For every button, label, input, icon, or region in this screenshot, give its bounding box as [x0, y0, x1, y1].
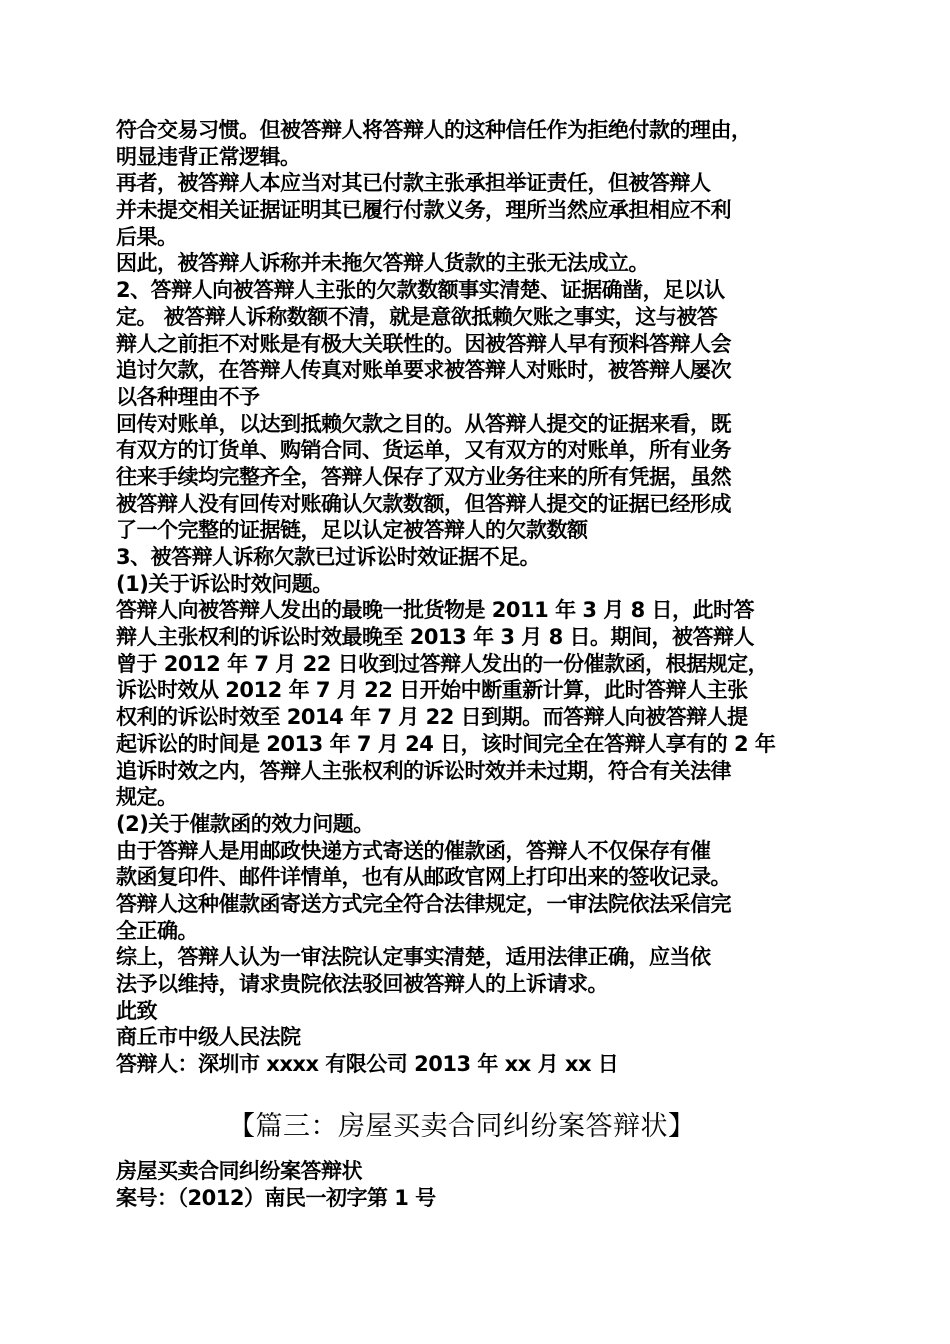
text-line: 辩人主张权利的诉讼时效最晚至 2013 年 3 月 8 日。期间，被答辩人	[116, 625, 755, 650]
text-line: 法予以维持，请求贵院依法驳回被答辩人的上诉请求。	[116, 972, 608, 996]
text-line: 答辩人这种催款函寄送方式完全符合法律规定，一审法院依法采信完	[116, 891, 731, 916]
text-line: 由于答辩人是用邮政快递方式寄送的催款函，答辩人不仅保存有催	[116, 838, 711, 863]
text-line: 定。 被答辩人诉称数额不清，就是意欲抵赖欠账之事实，这与被答	[116, 304, 718, 329]
text-line: 以各种理由不予	[116, 384, 260, 409]
text-line: 诉讼时效从 2012 年 7 月 22 日开始中断重新计算，此时答辩人主张	[116, 678, 748, 703]
text-line: 款函复印件、邮件详情单，也有从邮政官网上打印出来的签收记录。	[116, 865, 731, 890]
text-line: 全正确。	[116, 918, 198, 943]
text-line: 并未提交相关证据证明其已履行付款义务，理所当然应承担相应不利	[116, 198, 731, 223]
text-line: 3、被答辩人诉称欠款已过诉讼时效证据不足。	[116, 545, 541, 569]
text-line: 被答辩人没有回传对账确认欠款数额，但答辩人提交的证据已经形成	[116, 491, 731, 516]
text-line: 商丘市中级人民法院	[116, 1025, 301, 1050]
text-line: 答辩人：深圳市 xxxx 有限公司 2013 年 xx 月 xx 日	[116, 1052, 619, 1077]
text-line: 案号：（2012）南民一初字第 1 号	[116, 1185, 436, 1210]
text-line: 综上，答辩人认为一审法院认定事实清楚，适用法律正确，应当依	[116, 945, 711, 970]
text-line: 追讨欠款，在答辩人传真对账单要求被答辩人对账时，被答辩人屡次	[116, 358, 731, 383]
body-text	[116, 117, 838, 1078]
text-line: 了一个完整的证据链，足以认定被答辩人的欠款数额	[116, 518, 588, 543]
text-line: 明显违背正常逻辑。	[116, 144, 301, 169]
text-line: 追诉时效之内，答辩人主张权利的诉讼时效并未过期，符合有关法律	[116, 758, 731, 783]
section-title: 【篇三：房屋买卖合同纠纷案答辩状】	[228, 1111, 696, 1142]
text-line: 规定。	[116, 785, 178, 810]
text-line: 此致	[116, 998, 157, 1023]
text-line: 往来手续均完整齐全，答辩人保存了双方业务往来的所有凭据，虽然	[116, 464, 731, 489]
text-line: 因此，被答辩人诉称并未拖欠答辩人货款的主张无法成立。	[116, 251, 649, 276]
text-line: 辩人之前拒不对账是有极大关联性的。因被答辩人早有预料答辩人会	[116, 331, 731, 356]
text-line: 答辩人向被答辩人发出的最晚一批货物是 2011 年 3 月 8 日，此时答	[116, 598, 755, 623]
subsection-text	[116, 1158, 838, 1211]
text-line: 再者，被答辩人本应当对其已付款主张承担举证责任，但被答辩人	[116, 171, 711, 196]
text-line: 房屋买卖合同纠纷案答辩状	[116, 1159, 362, 1183]
text-line: 符合交易习惯。但被答辩人将答辩人的这种信任作为拒绝付款的理由，	[116, 118, 752, 142]
text-line: 起诉讼的时间是 2013 年 7 月 24 日，该时间完全在答辩人享有的 2 年	[116, 731, 776, 756]
text-line: 后果。	[116, 224, 178, 249]
text-line: 2、答辩人向被答辩人主张的欠款数额事实清楚、证据确凿，足以认	[116, 278, 725, 303]
text-line: 曾于 2012 年 7 月 22 日收到过答辩人发出的一份催款函，根据规定，	[116, 651, 769, 676]
text-line: 回传对账单，以达到抵赖欠款之目的。从答辩人提交的证据来看，既	[116, 411, 731, 436]
text-line: (2)关于催款函的效力问题。	[116, 811, 374, 836]
text-line: (1)关于诉讼时效问题。	[116, 571, 333, 596]
text-line: 有双方的订货单、购销合同、货运单，又有双方的对账单，所有业务	[116, 438, 731, 463]
text-line: 权利的诉讼时效至 2014 年 7 月 22 日到期。而答辩人向被答辩人提	[116, 705, 748, 730]
